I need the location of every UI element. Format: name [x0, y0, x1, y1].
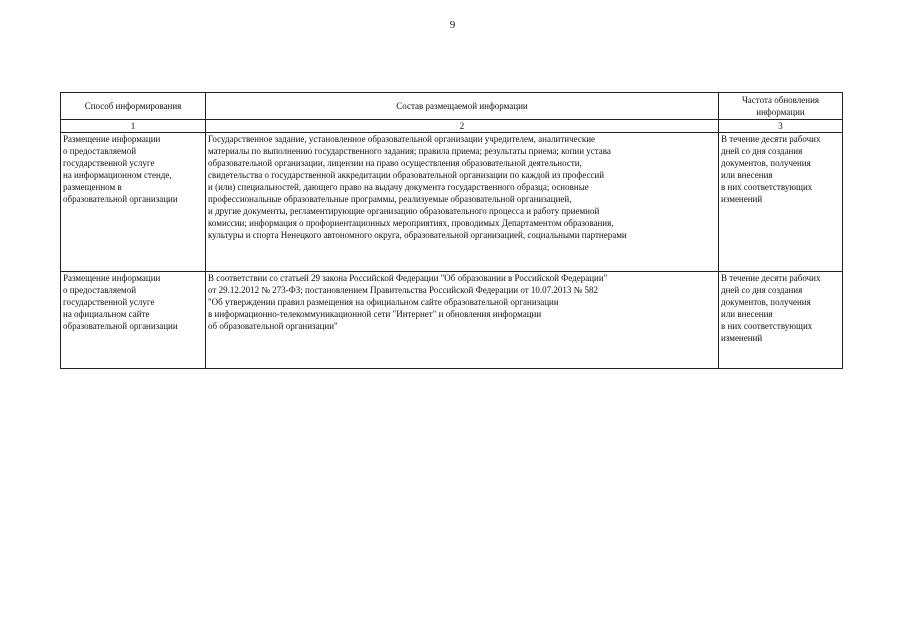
- content-line: комиссии; информация о профориентационных мероприятиях, проводимых Департаментом образования,: [208, 218, 614, 228]
- page-number: 9: [449, 19, 456, 31]
- method-line: о предоставляемой: [63, 146, 137, 156]
- column-number-1: 1: [61, 120, 206, 133]
- method-line: государственной услуге: [63, 297, 155, 307]
- information-table: [60, 92, 843, 369]
- method-line: государственной услуге: [63, 158, 155, 168]
- method-line: образовательной организации: [63, 194, 178, 204]
- frequency-line: в них соответствующих: [721, 321, 813, 331]
- frequency-line: В течение десяти рабочих: [721, 134, 821, 144]
- content-line: "Об утверждении правил размещения на официальном сайте образовательной организации: [208, 297, 559, 307]
- frequency-cell: [719, 272, 843, 369]
- content-line: свидетельства о государственной аккредитации образовательной организации по каждой из профессий: [208, 170, 605, 180]
- frequency-line: в них соответствующих: [721, 182, 813, 192]
- column-number-3: 3: [719, 120, 843, 133]
- table-row: [61, 133, 843, 272]
- frequency-line: документов, получения: [721, 297, 811, 307]
- header-frequency: Частота обновления информации: [719, 93, 843, 120]
- method-line: размещенном в: [63, 182, 122, 192]
- content-cell: [206, 272, 719, 369]
- content-line: В соответствии со статьей 29 закона Российской Федерации "Об образовании в Российской Федерации": [208, 273, 608, 283]
- column-number-row: [61, 120, 843, 133]
- content-line: и (или) специальностей, дающего право на выдачу документа государственного образца; основные: [208, 182, 589, 192]
- header-content: Состав размещаемой информации: [206, 93, 719, 120]
- frequency-line: В течение десяти рабочих: [721, 273, 821, 283]
- content-line: об образовательной организации": [208, 321, 338, 331]
- content-line: и другие документы, регламентирующие организацию образовательного процесса и работу приемной: [208, 206, 600, 216]
- frequency-cell: [719, 133, 843, 272]
- method-line: Размещение информации: [63, 273, 161, 283]
- content-cell: [206, 133, 719, 272]
- frequency-line: дней со дня создания: [721, 285, 803, 295]
- frequency-line: или внесения: [721, 309, 773, 319]
- method-cell: [61, 133, 206, 272]
- content-line: в информационно-телекоммуникационной сети "Интернет" и обновления информации: [208, 309, 542, 319]
- method-cell: [61, 272, 206, 369]
- content-line: профессиональные образовательные программы, реализуемые образовательной организацией,: [208, 194, 572, 204]
- method-line: на официальном сайте: [63, 309, 150, 319]
- column-number-2: 2: [206, 120, 719, 133]
- frequency-line: или внесения: [721, 170, 773, 180]
- method-line: образовательной организации: [63, 321, 178, 331]
- method-line: Размещение информации: [63, 134, 161, 144]
- frequency-line: изменений: [721, 194, 763, 204]
- header-method: Способ информирования: [61, 93, 206, 120]
- frequency-line: изменений: [721, 333, 763, 343]
- method-line: о предоставляемой: [63, 285, 137, 295]
- content-line: материалы по выполнению государственного задания; правила приема; результаты приема; копии устава: [208, 146, 611, 156]
- content-line: Государственное задание, установленное образовательной организации учредителем, аналитические: [208, 134, 596, 144]
- method-line: на информационном стенде,: [63, 170, 172, 180]
- table-row: [61, 272, 843, 369]
- table-header-row: [61, 93, 843, 120]
- content-line: от 29.12.2012 № 273-ФЗ; постановлением Правительства Российской Федерации от 10.07.2013 № 582: [208, 285, 598, 295]
- frequency-line: документов, получения: [721, 158, 811, 168]
- frequency-line: дней со дня создания: [721, 146, 803, 156]
- content-line: культуры и спорта Ненецкого автономного округа, образовательной организацией, социальными партнерами: [208, 230, 627, 240]
- content-line: образовательной организации, лицензии на право осуществления образовательной деятельности,: [208, 158, 582, 168]
